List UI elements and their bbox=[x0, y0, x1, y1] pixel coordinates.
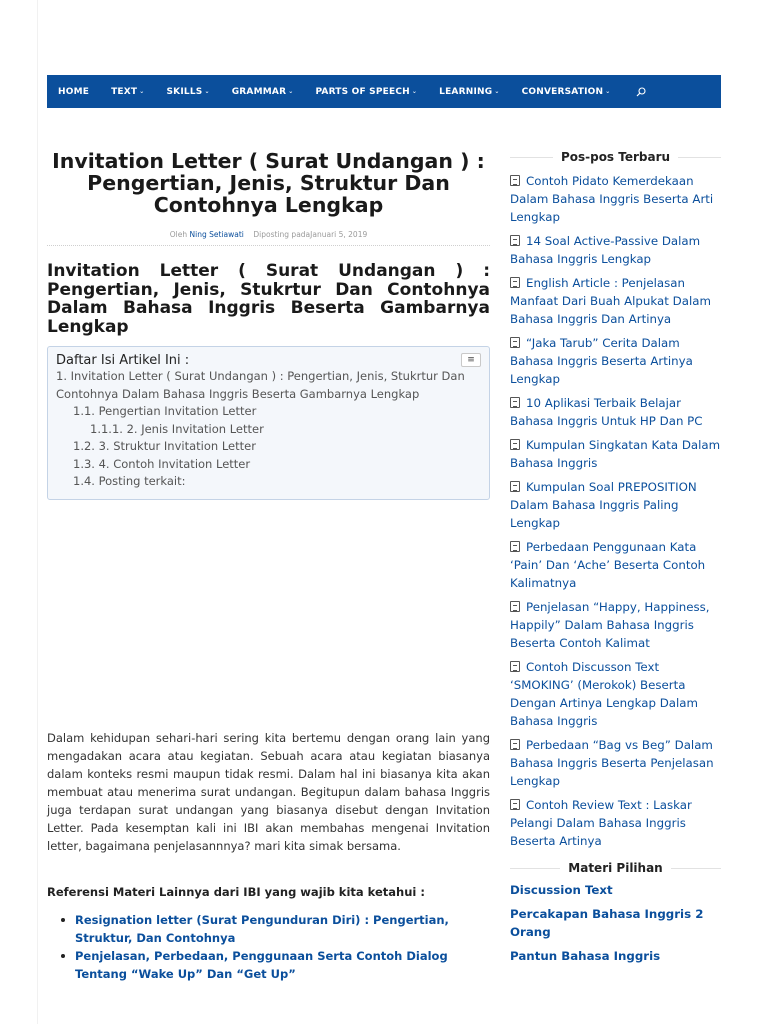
recent-post-title: Perbedaan “Bag vs Beg” Dalam Bahasa Inggris Beserta Penjelasan Lengkap bbox=[510, 738, 714, 788]
toc-link[interactable]: 1.3. 4. Contoh Invitation Letter bbox=[73, 456, 251, 471]
document-icon bbox=[510, 799, 520, 810]
toc-link[interactable]: 1.4. Posting terkait: bbox=[73, 474, 186, 488]
reference-link[interactable]: Penjelasan, Perbedaan, Penggunaan Serta Contoh Dialog Tentang “Wake Up” Dan “Get Up” bbox=[60, 947, 490, 983]
picks-list bbox=[510, 881, 721, 965]
nav-item-label: PARTS OF SPEECH bbox=[315, 86, 410, 97]
toc-toggle-button[interactable] bbox=[461, 353, 481, 367]
recent-post-title: Contoh Pidato Kemerdekaan Dalam Bahasa Inggris Beserta Arti Lengkap bbox=[510, 174, 714, 224]
picks-title-text: Materi Pilihan bbox=[568, 861, 663, 875]
document-icon bbox=[510, 175, 520, 186]
document-icon bbox=[510, 541, 520, 552]
recent-posts-title-text: Pos-pos Terbaru bbox=[560, 150, 671, 164]
table-of-contents bbox=[47, 346, 490, 500]
recent-posts-title bbox=[510, 150, 721, 164]
picks-title bbox=[510, 861, 721, 875]
nav-item-label: LEARNING bbox=[439, 86, 493, 97]
pick-link[interactable]: Percakapan Bahasa Inggris 2 Orang bbox=[510, 907, 704, 939]
recent-post-link[interactable] bbox=[510, 334, 721, 388]
recent-post-link[interactable] bbox=[510, 394, 721, 430]
document-icon bbox=[510, 337, 520, 348]
chevron-down-icon: ⌄ bbox=[605, 88, 611, 95]
document-icon bbox=[510, 739, 520, 750]
post-date: Januari 5, 2019 bbox=[310, 230, 368, 239]
recent-post-link[interactable] bbox=[510, 274, 721, 328]
recent-post-title: “Jaka Tarub” Cerita Dalam Bahasa Inggris Beserta Artinya Lengkap bbox=[510, 336, 693, 386]
nav-item-parts-of-speech[interactable] bbox=[315, 87, 417, 97]
document-icon bbox=[510, 661, 520, 672]
recent-post-link[interactable] bbox=[510, 538, 721, 592]
recent-post-title: Perbedaan Penggunaan Kata ‘Pain’ Dan ‘Ache’ Beserta Contoh Kalimatnya bbox=[510, 540, 706, 590]
reference-link[interactable]: Resignation letter (Surat Pengunduran Diri) : Pengertian, Struktur, Dan Contohnya bbox=[60, 911, 490, 947]
nav-item-grammar[interactable] bbox=[232, 87, 294, 97]
toc-list bbox=[56, 368, 481, 491]
recent-post-title: 14 Soal Active-Passive Dalam Bahasa Inggris Lengkap bbox=[510, 234, 701, 266]
chevron-down-icon: ⌄ bbox=[411, 88, 418, 95]
recent-post-link[interactable] bbox=[510, 598, 721, 652]
article-heading: Invitation Letter ( Surat Undangan ) : Pengertian, Jenis, Stukrtur Dan Contohnya Dalam Bahasa Inggris Beserta Gambarnya Lengkap bbox=[47, 261, 490, 337]
nav-item-label: CONVERSATION bbox=[521, 86, 604, 97]
nav-item-conversation[interactable] bbox=[522, 87, 611, 97]
recent-post-title: Kumpulan Soal PREPOSITION Dalam Bahasa Inggris Paling Lengkap bbox=[510, 480, 697, 530]
recent-post-link[interactable] bbox=[510, 232, 721, 268]
pick-link[interactable]: Pantun Bahasa Inggris bbox=[510, 949, 661, 963]
toc-link[interactable]: 1. Invitation Letter ( Surat Undangan ) : Pengertian, Jenis, Stukrtur Dan Contohnya Dalam Bahasa Inggris Beserta Gambarnya Lengkap bbox=[56, 369, 465, 401]
list-icon: ≡ bbox=[467, 355, 475, 365]
recent-post-link[interactable] bbox=[510, 172, 721, 226]
recent-post-title: English Article : Penjelasan Manfaat Dari Buah Alpukat Dalam Bahasa Inggris Dan Artinya bbox=[510, 276, 711, 326]
nav-item-home[interactable] bbox=[58, 87, 89, 97]
toc-link[interactable]: 1.2. 3. Struktur Invitation Letter bbox=[73, 439, 256, 453]
chevron-down-icon: ⌄ bbox=[204, 88, 210, 95]
recent-post-title: Contoh Review Text : Laskar Pelangi Dalam Bahasa Inggris Beserta Artinya bbox=[510, 798, 692, 848]
nav-item-label: HOME bbox=[58, 86, 90, 97]
recent-post-link[interactable] bbox=[510, 658, 721, 730]
nav-item-label: SKILLS bbox=[166, 86, 203, 97]
recent-post-link[interactable] bbox=[510, 436, 721, 472]
page-edge-line bbox=[37, 0, 38, 1024]
chevron-down-icon: ⌄ bbox=[288, 88, 294, 95]
nav-item-label: TEXT bbox=[111, 86, 138, 97]
nav-item-skills[interactable] bbox=[167, 87, 210, 97]
recent-post-link[interactable] bbox=[510, 796, 721, 850]
document-icon bbox=[510, 601, 520, 612]
document-icon bbox=[510, 235, 520, 246]
recent-post-title: Contoh Discusson Text ‘SMOKING’ (Merokok) Beserta Dengan Artinya Lengkap Dalam Bahasa Inggris bbox=[510, 660, 699, 728]
recent-posts-list bbox=[510, 172, 721, 850]
pick-link[interactable]: Discussion Text bbox=[510, 883, 613, 897]
nav-item-text[interactable] bbox=[111, 87, 144, 97]
chevron-down-icon: ⌄ bbox=[494, 88, 500, 95]
recent-post-title: 10 Aplikasi Terbaik Belajar Bahasa Inggris Untuk HP Dan PC bbox=[510, 396, 703, 428]
meta-by-label: Oleh bbox=[169, 230, 188, 239]
main-navbar bbox=[47, 75, 721, 108]
nav-menu bbox=[58, 87, 632, 97]
post-title[interactable]: Invitation Letter ( Surat Undangan ) : Pengertian, Jenis, Struktur Dan Contohnya Lengkap bbox=[52, 149, 485, 217]
recent-post-title: Penjelasan “Happy, Happiness, Happily” Dalam Bahasa Inggris Beserta Contoh Kalimat bbox=[510, 600, 710, 650]
toc-title: Daftar Isi Artikel Ini : bbox=[56, 353, 190, 368]
reference-heading: Referensi Materi Lainnya dari IBI yang wajib kita ketahui : bbox=[47, 885, 425, 899]
sidebar bbox=[510, 150, 721, 965]
meta-posted-label: Diposting pada bbox=[253, 230, 311, 239]
document-icon bbox=[510, 397, 520, 408]
document-icon bbox=[510, 481, 520, 492]
toc-link[interactable]: 1.1.1. 2. Jenis Invitation Letter bbox=[90, 421, 264, 436]
recent-post-link[interactable] bbox=[510, 736, 721, 790]
recent-post-title: Kumpulan Singkatan Kata Dalam Bahasa Inggris bbox=[510, 438, 721, 470]
reference-list bbox=[60, 911, 490, 983]
recent-post-link[interactable] bbox=[510, 478, 721, 532]
meta-divider bbox=[47, 245, 490, 246]
article-main bbox=[47, 150, 490, 500]
toc-link[interactable]: 1.1. Pengertian Invitation Letter bbox=[73, 404, 257, 418]
post-meta bbox=[47, 230, 490, 239]
intro-paragraph: Dalam kehidupan sehari-hari sering kita bertemu dengan orang lain yang mengadakan acara atau kegiatan. Sebuah acara atau kegiatan biasanya dalam konteks resmi maupun tidak resmi. Dalam hal ini biasanya kita akan membuat atau menerima surat undangan. Begitupun dalam bahasa Inggris juga terdapan surat undangan yang biasanya disebut dengan Invitation Letter. Pada kesemptan kali ini IBI akan membahas mengenai Invitation letter, bagaimana penjelasannnya? mari kita simak bersama. bbox=[47, 731, 490, 853]
author-link[interactable]: Ning Setiawati bbox=[189, 230, 244, 239]
search-icon[interactable] bbox=[636, 87, 646, 97]
document-icon bbox=[510, 277, 520, 288]
nav-item-learning[interactable] bbox=[439, 87, 499, 97]
nav-item-label: GRAMMAR bbox=[231, 86, 287, 97]
chevron-down-icon: ⌄ bbox=[139, 88, 145, 95]
document-icon bbox=[510, 439, 520, 450]
